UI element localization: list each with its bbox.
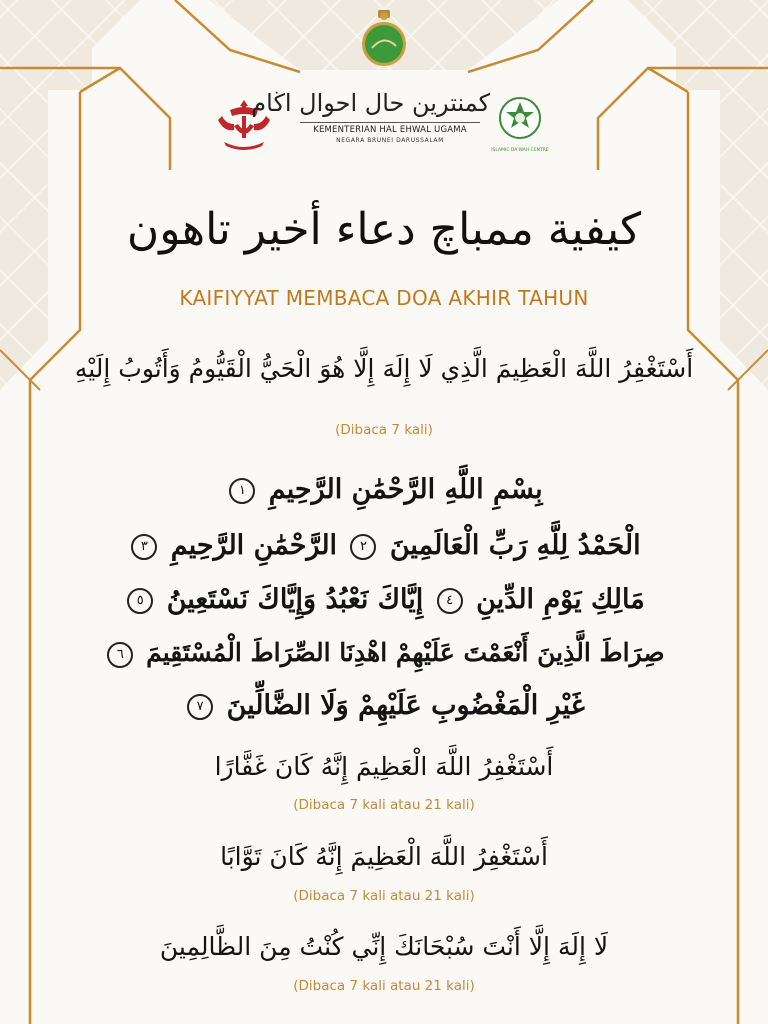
fatihah-verse-text: بِسْمِ اللَّهِ الرَّحْمَٰنِ الرَّحِيمِ [268, 474, 543, 505]
royal-seal-icon [358, 8, 410, 68]
fatihah-line-5 [40, 690, 728, 721]
ayah-number-mark: ٣ [131, 534, 157, 560]
ayah-number-mark: ٦ [107, 642, 133, 668]
title-malay: KAIFIYYAT MEMBACA DOA AKHIR TAHUN [179, 286, 589, 310]
istighfar-long: أَسْتَغْفِرُ اللَّهَ الْعَظِيمَ الَّذِي لَا إِلَهَ إِلَّا هُوَ الْحَيُّ الْقَيُّومُ وَأَتُوبُ إِلَيْهِ [74, 354, 694, 383]
tahlil-yunus: لَا إِلَهَ إِلَّا أَنْتَ سُبْحَانَكَ إِنِّي كُنْتُ مِنَ الظَّالِمِينَ [159, 932, 609, 961]
dawah-centre-logo-icon [496, 96, 544, 148]
ayah-number-mark: ٢ [350, 534, 376, 560]
fatihah-verse-text: غَيْرِ الْمَغْضُوبِ عَلَيْهِمْ وَلَا الضَّالِّينَ [226, 690, 585, 721]
istighfar-tawwaba: أَسْتَغْفِرُ اللَّهَ الْعَظِيمَ إِنَّهُ كَانَ تَوَّابًا [220, 842, 548, 871]
title-jawi: كيفية ممباچ دعاء أخير تاهون [126, 204, 642, 255]
istighfar-ghaffara-note: (Dibaca 7 kali atau 21 kali) [293, 797, 475, 813]
istighfar-long-note: (Dibaca 7 kali) [335, 422, 433, 438]
istighfar-tawwaba-note: (Dibaca 7 kali atau 21 kali) [293, 888, 475, 904]
ministry-name-english: KEMENTERIAN HAL EHWAL UGAMA [313, 125, 467, 135]
fatihah-verse-text: الرَّحْمَٰنِ الرَّحِيمِ [170, 530, 338, 561]
fatihah-verse-text: الْحَمْدُ لِلَّهِ رَبِّ الْعَالَمِينَ [389, 530, 641, 561]
ministry-name-jawi: كمنترين حال احوال اڬام [251, 89, 490, 117]
fatihah-verse-text: إِيَّاكَ نَعْبُدُ وَإِيَّاكَ نَسْتَعِينُ [166, 584, 424, 615]
ayah-number-mark: ٥ [127, 588, 153, 614]
fatihah-verse-text: اهْدِنَا الصِّرَاطَ الْمُسْتَقِيمَ [146, 638, 388, 667]
ministry-logo [251, 86, 490, 145]
dawah-centre-caption: ISLAMIC DA'WAH CENTRE [491, 148, 549, 153]
istighfar-ghaffara: أَسْتَغْفِرُ اللَّهَ الْعَظِيمَ إِنَّهُ كَانَ غَفَّارًا [214, 752, 554, 781]
fatihah-line-3 [40, 584, 728, 615]
fatihah-line-4 [40, 638, 728, 668]
fatihah-line-2 [40, 530, 728, 561]
ayah-number-mark: ١ [229, 478, 255, 504]
tahlil-yunus-note: (Dibaca 7 kali atau 21 kali) [293, 978, 475, 994]
ayah-number-mark: ٧ [187, 694, 213, 720]
ayah-number-mark: ٤ [437, 588, 463, 614]
ministry-country: NEGARA BRUNEI DARUSSALAM [336, 137, 444, 144]
fatihah-verse-text: صِرَاطَ الَّذِينَ أَنْعَمْتَ عَلَيْهِمْ [395, 638, 665, 667]
fatihah-verse-text: مَالِكِ يَوْمِ الدِّينِ [476, 584, 645, 615]
fatihah-line-1 [40, 474, 728, 505]
ministry-divider [300, 122, 480, 123]
